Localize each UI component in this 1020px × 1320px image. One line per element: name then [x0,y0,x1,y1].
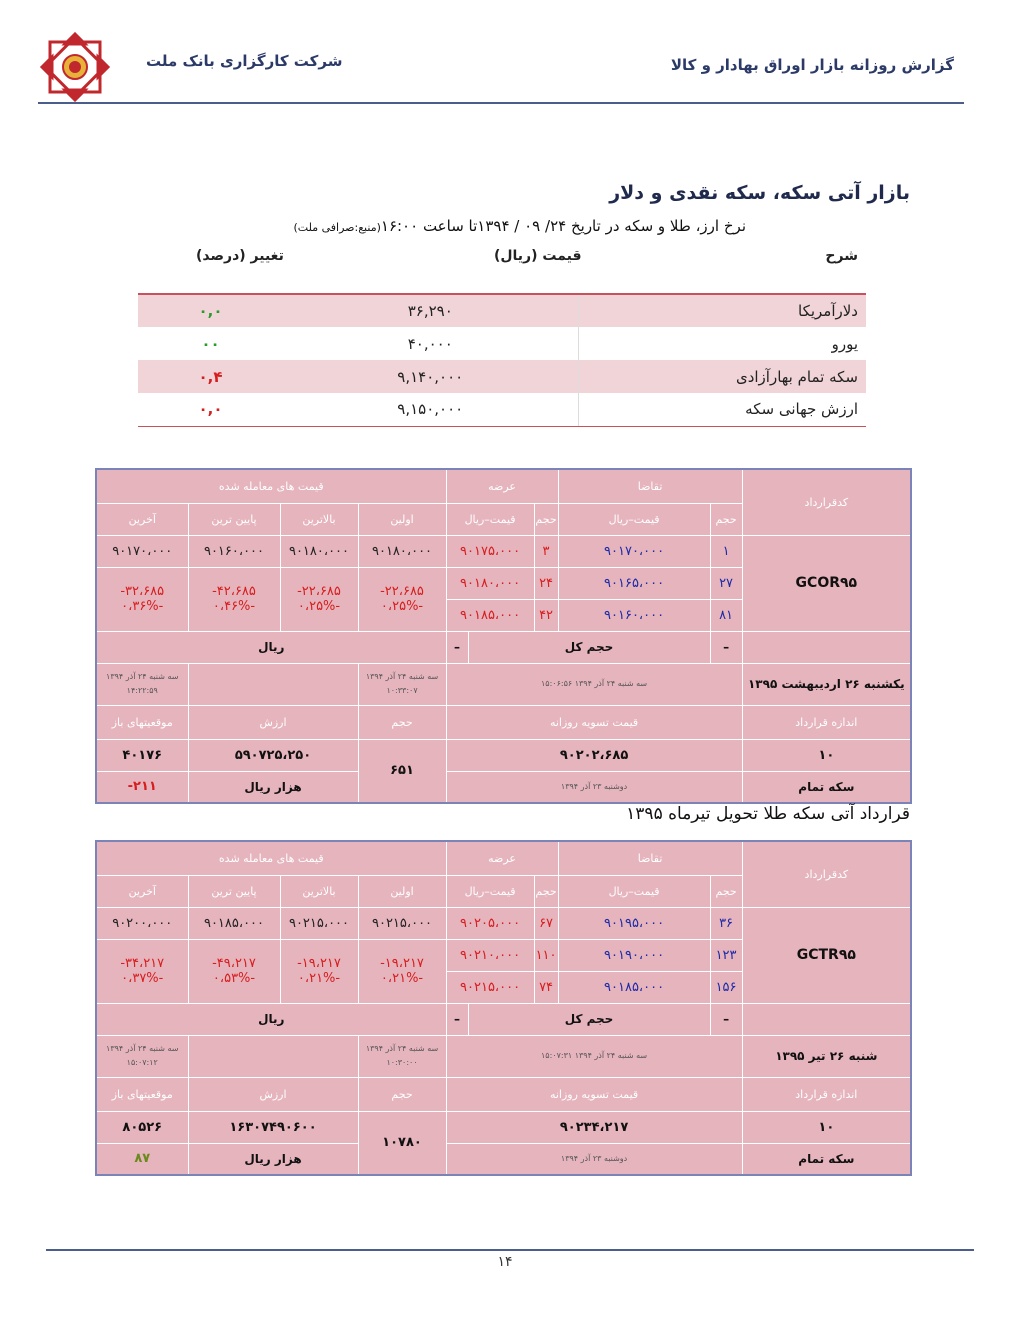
bid-header: تقاضا [558,469,742,503]
change-cell: ۰۰ [201,334,220,353]
order-book-time: سه شنبه ۲۴ آذر ۱۳۹۴ ۱۵:۰۷:۳۱ [446,1035,742,1077]
trade-value: ۱۶۳۰۷۴۹۰۶۰۰ [188,1111,358,1143]
bid-volume: ۲۷ [710,567,742,599]
last-change-pct: ۰،۳۷%- [121,971,164,986]
ask-header: عرضه [446,841,558,875]
settlement-price: ۹۰۲۰۲،۶۸۵ [446,739,742,771]
contract-code-header: کدقرارداد [742,841,911,907]
contract-code: GCTR۹۵ [742,907,911,1003]
highest-header: بالاترین [280,875,358,907]
ask-volume-header: حجم [534,503,558,535]
lowest-change-value: -۴۹،۲۱۷ [212,956,256,971]
page-number: ۱۴ [497,1254,513,1270]
table-row [138,360,866,393]
first-change [358,567,446,631]
open-interest-change: ۸۷ [96,1143,188,1175]
highest-change-value: -۱۹،۲۱۷ [297,956,341,971]
footer-divider [46,1249,974,1251]
contract-unit: سکه تمام [742,1143,911,1175]
first-price: ۹۰۱۸۰،۰۰۰ [358,535,446,567]
value-header: ارزش [188,1077,358,1111]
last-price: ۹۰۲۰۰،۰۰۰ [96,907,188,939]
subtitle-text: نرخ ارز، طلا و سکه در تاریخ ۲۴/ ۰۹ / ۱۳۹۴تا ساعت ۱۶:۰۰ [380,217,746,235]
bid-dash: – [710,1003,742,1035]
traded-prices-header: قیمت های معامله شده [96,469,446,503]
price-cell: ۹,۱۴۰,۰۰۰ [283,360,578,393]
last-price: ۹۰۱۷۰،۰۰۰ [96,535,188,567]
highest-change [280,567,358,631]
ask-price-header: قیمت–ریال [446,503,534,535]
empty-cell [742,631,911,663]
open-interest: ۴۰۱۷۶ [96,739,188,771]
ask-volume: ۷۴ [534,971,558,1003]
ask-price-header: قیمت–ریال [446,875,534,907]
column-header-description: شرح [825,248,858,264]
first-change-value: -۱۹،۲۱۷ [380,956,424,971]
first-change-value: -۲۲،۶۸۵ [380,584,424,599]
bid-price: ۹۰۱۶۰،۰۰۰ [558,599,710,631]
description-cell: دلارآمریکا [578,294,866,327]
ask-volume: ۶۷ [534,907,558,939]
last-header: آخرین [96,875,188,907]
table-row [138,294,866,327]
highest-change-pct: ۰،۲۵%- [297,599,341,614]
ask-price: ۹۰۱۸۵،۰۰۰ [446,599,534,631]
change-cell: ۰,۰ [138,294,283,327]
ask-volume: ۴۲ [534,599,558,631]
contract-size-header: اندازه قرارداد [742,1077,911,1111]
trade-volume: ۶۵۱ [358,739,446,803]
contract-unit: سکه تمام [742,771,911,803]
ask-price: ۹۰۱۸۰،۰۰۰ [446,567,534,599]
price-cell: ۴۰,۰۰۰ [407,334,453,353]
open-interest-change: -۲۱۱ [96,771,188,803]
total-volume-label: حجم کل [468,1003,710,1035]
bid-price: ۹۰۱۷۰،۰۰۰ [558,535,710,567]
exchange-rate-table [138,293,866,427]
ask-price: ۹۰۱۷۵،۰۰۰ [446,535,534,567]
column-header-change: تغییر (درصد) [196,248,284,264]
trade-value: ۵۹۰۷۲۵،۲۵۰ [188,739,358,771]
last-change-pct: ۰،۳۶%- [121,599,164,614]
settlement-date: دوشنبه ۲۳ آذر ۱۳۹۴ [446,771,742,803]
settlement-header: قیمت تسویه روزانه [446,705,742,739]
contract-size-header: اندازه قرارداد [742,705,911,739]
lowest-change [188,939,280,1003]
ask-dash: – [446,1003,468,1035]
bid-volume: ۱۲۳ [710,939,742,971]
price-unit: ریال [96,1003,446,1035]
price-cell: ۳۶,۲۹۰ [283,294,578,327]
futures-table-gcor95 [95,468,912,804]
last-trade-time: سه شنبه ۲۴ آذر ۱۳۹۴ ۱۵:۰۷:۱۲ [96,1035,188,1077]
settlement-price: ۹۰۲۳۴،۲۱۷ [446,1111,742,1143]
bid-price-header: قیمت–ریال [558,503,710,535]
volume-header: حجم [358,705,446,739]
section-subtitle [293,217,746,235]
last-change-value: -۳۲،۶۸۵ [120,584,165,599]
bid-volume: ۱ [710,535,742,567]
change-cell: ۰,۴ [138,360,283,393]
order-book-time: سه شنبه ۲۴ آذر ۱۳۹۴ ۱۵:۰۶:۵۶ [446,663,742,705]
first-header: اولین [358,503,446,535]
lowest-change-pct: ۰،۴۶%- [212,599,256,614]
first-change-pct: ۰،۲۱%- [380,971,424,986]
bank-mellat-logo [40,32,110,102]
delivery-date: یکشنبه ۲۶ اردیبهشت ۱۳۹۵ [742,663,911,705]
bid-price: ۹۰۱۸۵،۰۰۰ [558,971,710,1003]
volume-header: حجم [358,1077,446,1111]
value-unit: هزار ریال [188,1143,358,1175]
ask-price: ۹۰۲۱۵،۰۰۰ [446,971,534,1003]
description-cell: یورو [578,327,866,360]
contract-code: GCOR۹۵ [742,535,911,631]
bid-price: ۹۰۱۹۵،۰۰۰ [558,907,710,939]
bid-volume-header: حجم [710,875,742,907]
bid-header: تقاضا [558,841,742,875]
bid-dash: – [710,631,742,663]
traded-prices-header: قیمت های معامله شده [96,841,446,875]
bid-volume: ۱۵۶ [710,971,742,1003]
change-cell: ۰,۰ [138,393,283,426]
settlement-header: قیمت تسویه روزانه [446,1077,742,1111]
last-header: آخرین [96,503,188,535]
bid-volume: ۳۶ [710,907,742,939]
highest-price: ۹۰۱۸۰،۰۰۰ [280,535,358,567]
open-interest: ۸۰۵۲۶ [96,1111,188,1143]
trade-volume: ۱۰۷۸۰ [358,1111,446,1175]
ask-header: عرضه [446,469,558,503]
lowest-change [188,567,280,631]
ask-volume: ۲۴ [534,567,558,599]
first-price: ۹۰۲۱۵،۰۰۰ [358,907,446,939]
highest-change [280,939,358,1003]
table-row [138,327,866,360]
company-name: شرکت کارگزاری بانک ملت [146,52,343,70]
contract-size: ۱۰ [742,1111,911,1143]
settlement-date: دوشنبه ۲۳ آذر ۱۳۹۴ [446,1143,742,1175]
lowest-header: پایین ترین [188,503,280,535]
delivery-date: شنبه ۲۶ تیر ۱۳۹۵ [742,1035,911,1077]
lowest-price: ۹۰۱۶۰،۰۰۰ [188,535,280,567]
bid-volume: ۸۱ [710,599,742,631]
empty-cell [188,663,358,705]
highest-change-value: -۲۲،۶۸۵ [297,584,341,599]
bid-volume-header: حجم [710,503,742,535]
last-trade-time: سه شنبه ۲۴ آذر ۱۳۹۴ ۱۴:۲۲:۵۹ [96,663,188,705]
last-change [96,939,188,1003]
ask-price: ۹۰۲۰۵،۰۰۰ [446,907,534,939]
first-header: اولین [358,875,446,907]
empty-cell [188,1035,358,1077]
bid-price: ۹۰۱۹۰،۰۰۰ [558,939,710,971]
bid-price: ۹۰۱۶۵،۰۰۰ [558,567,710,599]
highest-price: ۹۰۲۱۵،۰۰۰ [280,907,358,939]
futures-2-title: قرارداد آتی سکه طلا تحویل تیرماه ۱۳۹۵ [626,804,910,824]
header-divider [38,102,964,104]
lowest-price: ۹۰۱۸۵،۰۰۰ [188,907,280,939]
first-trade-time: سه شنبه ۲۴ آذر ۱۳۹۴ ۱۰:۳۰:۰۰ [358,1035,446,1077]
last-change [96,567,188,631]
lowest-change-value: -۴۲،۶۸۵ [212,584,256,599]
first-trade-time: سه شنبه ۲۴ آذر ۱۳۹۴ ۱۰:۳۳:۰۷ [358,663,446,705]
section-title: بازار آتی سکه، سکه نقدی و دلار [609,182,910,204]
ask-price: ۹۰۲۱۰،۰۰۰ [446,939,534,971]
description-cell: ارزش جهانی سکه [578,393,866,426]
highest-change-pct: ۰،۲۱%- [297,971,341,986]
last-change-value: -۳۴،۲۱۷ [120,956,165,971]
bid-price-header: قیمت–ریال [558,875,710,907]
empty-cell [742,1003,911,1035]
ask-dash: – [446,631,468,663]
report-title: گزارش روزانه بازار اوراق بهادار و کالا [670,56,954,74]
futures-table-gctr95 [95,840,912,1176]
ask-volume: ۳ [534,535,558,567]
column-header-price: قیمت (ریال) [494,248,582,264]
price-unit: ریال [96,631,446,663]
contract-code-header: کدقرارداد [742,469,911,535]
first-change [358,939,446,1003]
table-row [138,393,866,426]
source-note: (منبع:صرافی ملت) [293,221,381,234]
highest-header: بالاترین [280,503,358,535]
contract-size: ۱۰ [742,739,911,771]
ask-volume: ۱۱۰ [534,939,558,971]
value-unit: هزار ریال [188,771,358,803]
lowest-change-pct: ۰،۵۳%- [212,971,256,986]
price-cell: ۹,۱۵۰,۰۰۰ [283,393,578,426]
description-cell: سکه تمام بهارآزادی [578,360,866,393]
open-interest-header: موقعیتهای باز [96,1077,188,1111]
total-volume-label: حجم کل [468,631,710,663]
ask-volume-header: حجم [534,875,558,907]
lowest-header: پایین ترین [188,875,280,907]
open-interest-header: موقعیتهای باز [96,705,188,739]
value-header: ارزش [188,705,358,739]
first-change-pct: ۰،۲۵%- [380,599,424,614]
